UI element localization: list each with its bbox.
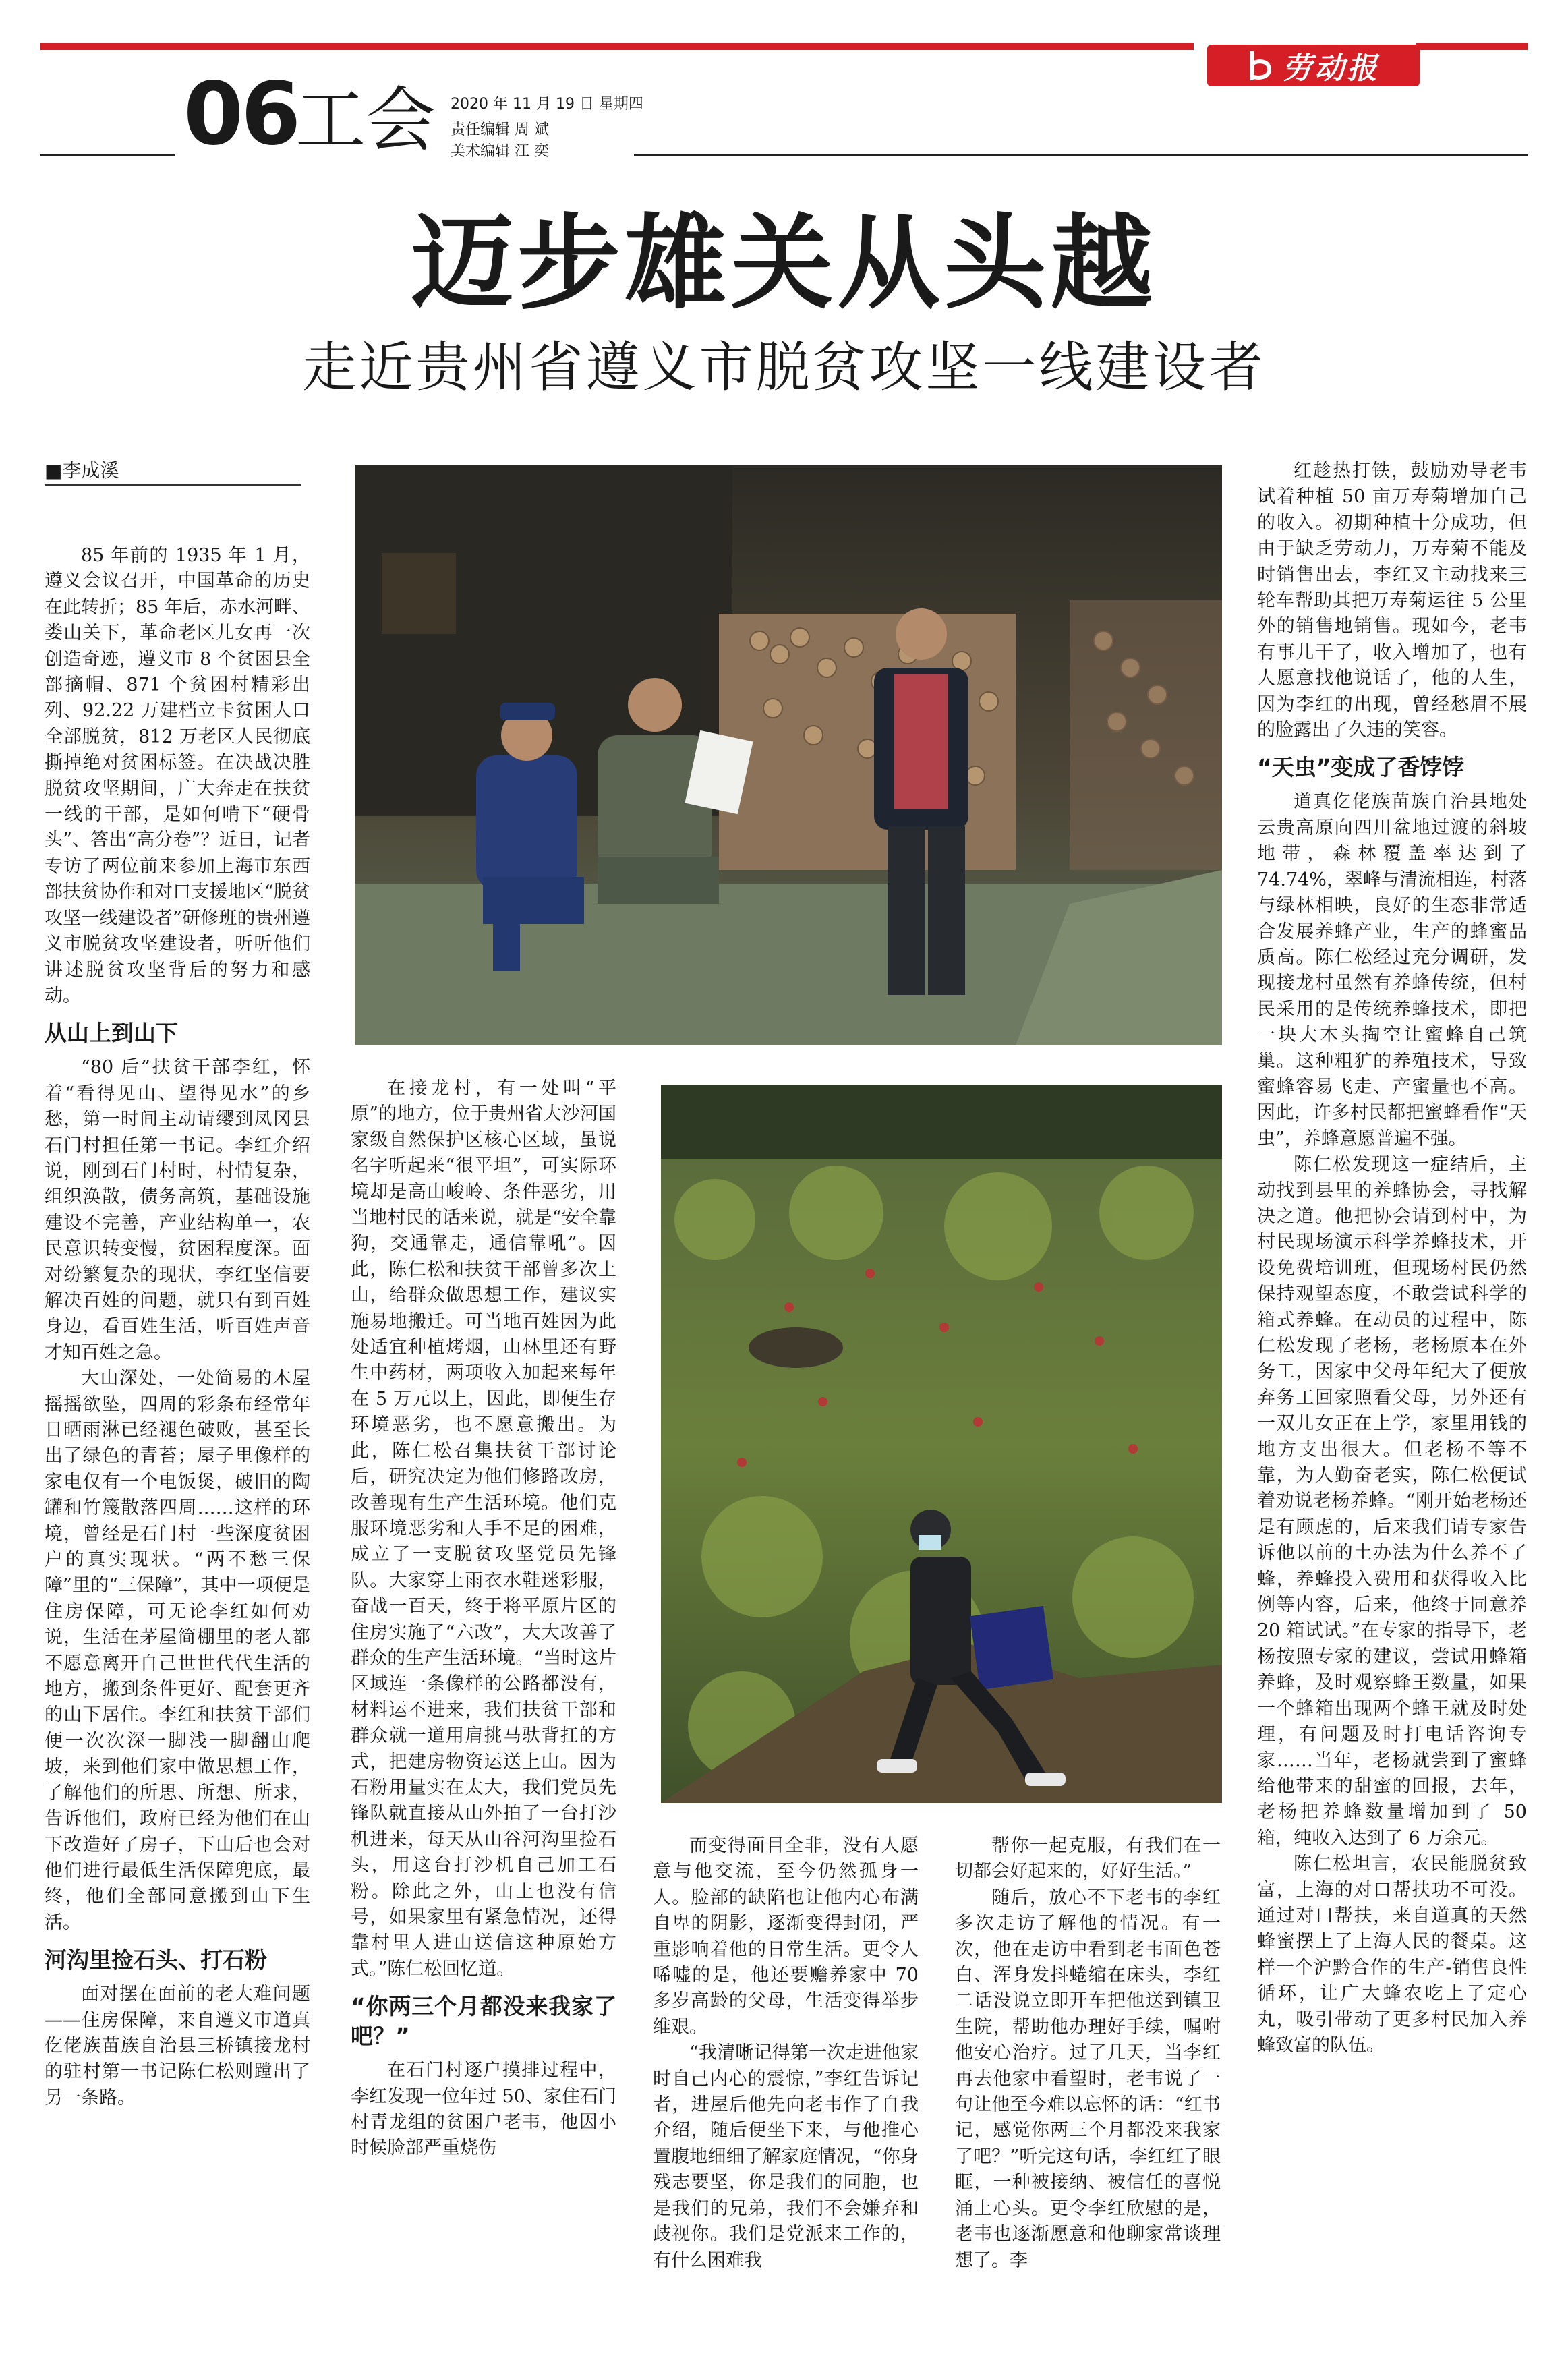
article-paragraph: 大山深处，一处简易的木屋摇摇欲坠，四周的彩条布经常年日晒雨淋已经褪色破败，甚至长出了绿色的青苔；屋子里像样的家电仅有一个电饭煲，破旧的陶罐和竹篾散落四周……这样的环境，曾经是石门村一些深度贫困户的真实现状。“两不愁三保障”里的“三保障”，其中一项便是住房保障，可无论李红如何劝说，生活在茅屋简棚里的老人都不愿意离开自己世世代代生活的地方，搬到条件更好、配套更齐的山下居住。李红和扶贫干部们便一次次深一脚浅一脚翻山爬坡，来到他们家中做思想工作，了解他们的所思、所想、所求，告诉他们，政府已经为他们在山下改造好了房子，下山后也会对他们进行最低生活保障兜底，最终，他们全部同意搬到山下生活。 — [45, 1368, 310, 1933]
art-editor-credit: 美术编辑 江 奕 — [451, 143, 549, 160]
headline-title: 迈步雄关从头越 — [411, 202, 1157, 323]
article-column-5 — [1257, 459, 1527, 2324]
article-paragraph: 在接龙村，有一处叫“平原”的地方，位于贵州省大沙河国家级自然保护区核心区域，虽说名字听起来“很平坦”，可实际环境却是高山峻岭、条件恶劣，用当地村民的话来说，就是“安全靠狗，交通靠走，通信靠吼”。因此，陈仁松和扶贫干部曾多次上山，给群众做思想工作，建议实施易地搬迁。可当地百姓因为此处适宜种植烤烟，山林里还有野生中药材，两项收入加起来每年在 5 万元以上，因此，即便生存环境恶劣，也不愿意搬出。为此，陈仁松召集扶贫干部讨论后，研究决定为他们修路改房，改善现有生产生活环境。他们克服环境恶劣和人手不足的困难，成立了一支脱贫攻坚党员先锋队。大家穿上雨衣水鞋迷彩服，奋战一百天，终于将平原片区的住房实施了“六改”，大大改善了群众的生产生活环境。“当时这片区域连一条像样的公路都没有，材料运不进来，我们扶贫干部和群众就一道用肩挑马驮背扛的方式，把建房物资运送上山。因为石粉用量实在太大，我们党员先锋队就直接从山外拍了一台打沙机进来，每天从山谷河沟里捡石头，用这台打沙机自己加工石粉。除此之外，山上也没有信号，如果家里有紧急情况，还得靠村里人进山送信这种原始方式。”陈仁松回忆道。 — [351, 1078, 616, 1980]
byline: ■李成溪 — [45, 459, 119, 482]
article-paragraph: 道真仡佬族苗族自治县地处云贵高原向四川盆地过渡的斜坡地带，森林覆盖率达到了 74.74%，翠峰与清流相连，村落与绿林相映，良好的生态非常适合发展养蜂产业，生产的蜂蜜品质高。陈仁松经过充分调研，发现接龙村虽然有养蜂传统，但村民采用的是传统养蜂技术，即把一块大木头掏空让蜜蜂自己筑巢。这种粗犷的养殖技术，导致蜜蜂容易飞走、产蜜量也不高。因此，许多村民都把蜜蜂看作“天虫”，养蜂意愿普遍不强。 — [1257, 791, 1527, 1149]
top-rule-right — [1416, 43, 1528, 50]
page-number: 06 — [183, 64, 299, 165]
headline-subtitle: 走近贵州省遵义市脱贫攻坚一线建设者 — [302, 336, 1266, 399]
article-column-4 — [955, 1833, 1221, 2324]
article-paragraph: 随后，放心不下老韦的李红多次走访了解他的情况。有一次，他在走访中看到老韦面色苍白、浑身发抖蜷缩在床头，李红二话没说立即开车把他送到镇卫生院，帮助他办理好手续，嘱咐他安心治疗。过了几天，当李红再去他家中看望时，老韦说了一句让他至今难以忘怀的话：“红书记，感觉你两三个月都没来我家了吧？”听完这句话，李红红了眼眶，一种被接纳、被信任的喜悦涌上心头。更令李红欣慰的是，老韦也逐渐愿意和他聊家常谈理想了。李 — [955, 1887, 1221, 2271]
photo-village-visit-image — [355, 465, 1222, 1045]
masthead-underline-right — [634, 154, 1528, 156]
top-rule — [40, 43, 1194, 50]
section-heading: “你两三个月都没来我家了吧？” — [351, 1993, 616, 2050]
newspaper-logo — [1207, 45, 1420, 86]
article-column-3 — [653, 1833, 919, 2324]
article-paragraph: 面对摆在面前的老大难问题——住房保障，来自遵义市道真仡佬族苗族自治县三桥镇接龙村的驻村第一书记陈仁松则蹚出了另一条路。 — [45, 1984, 310, 2108]
article-paragraph: 而变得面目全非，没有人愿意与他交流，至今仍然孤身一人。脸部的缺陷也让他内心布满自卑的阴影，逐渐变得封闭，严重影响着他的日常生活。更令人唏嘘的是，他还要赡养家中 70 多岁高龄的父母，生活变得举步维艰。 — [653, 1835, 919, 2038]
article-column-1 — [45, 543, 310, 2324]
byline-rule — [45, 484, 301, 486]
masthead-underline — [40, 154, 175, 156]
article-paragraph: 陈仁松发现这一症结后，主动找到县里的养蜂协会，寻找解决之道。他把协会请到村中，为村民现场演示科学养蜂技术，开设免费培训班，但现场村民仍然保持观望态度，不敢尝试科学的箱式养蜂。在动员的过程中，陈仁松发现了老杨，老杨原本在外务工，因家中父母年纪大了便放弃务工回家照看父母，另外还有一双儿女正在上学，家里用钱的地方支出很大。但老杨不等不靠，为人勤奋老实，陈仁松便试着劝说老杨养蜂。“刚开始老杨还是有顾虑的，后来我们请专家告诉他以前的土办法为什么养不了蜂，养蜂投入费用和获得收入比例等内容，后来，他终于同意养 20 箱试试。”在专家的指导下，老杨按照专家的建议，尝试用蜂箱养蜂，及时观察蜂王数量，如果一个蜂箱出现两个蜂王就及时处理，有问题及时打电话咨询专家……当年，老杨就尝到了蜜蜂给他带来的甜蜜的回报，去年，老杨把养蜂数量增加到了 50 箱，纯收入达到了 6 万余元。 — [1257, 1154, 1527, 1849]
editor-credit: 责任编辑 周 斌 — [451, 121, 549, 138]
article-paragraph: “我清晰记得第一次走进他家时自己内心的震惊，”李红告诉记者，进屋后他先向老韦作了自我介绍，随后便坐下来，与他推心置腹地细细了解家庭情况，“你身残志要坚，你是我们的同胞，也是我们的兄弟，我们不会嫌弃和歧视你。我们是党派来工作的，有什么困难我 — [653, 2042, 919, 2271]
photo-village-visit — [355, 465, 1222, 1045]
section-heading: “天虫”变成了香饽饽 — [1257, 754, 1465, 781]
paper-name: 劳动报 — [1282, 51, 1380, 86]
photo-hillside-walk — [661, 1085, 1222, 1803]
article-paragraph: “80 后”扶贫干部李红，怀着“看得见山、望得见水”的乡愁，第一时间主动请缨到凤冈县石门村担任第一书记。李红介绍说，刚到石门村时，村情复杂，组织涣散，债务高筑，基础设施建设不完善，产业结构单一，农民意识转变慢，贫困程度深。面对纷繁复杂的现状，李红坚信要解决百姓的问题，就只有到百姓身边，看百姓生活，听百姓声音才知百姓之急。 — [45, 1057, 310, 1363]
issue-date: 2020 年 11 月 19 日 星期四 — [451, 96, 643, 113]
article-paragraph: 帮你一起克服，有我们在一切都会好起来的，好好生活。” — [955, 1835, 1221, 1883]
photo-hillside-walk-image — [661, 1085, 1222, 1803]
article-column-2 — [351, 1076, 616, 2324]
section-name: 工会 — [295, 79, 436, 161]
section-heading: 河沟里捡石头、打石粉 — [45, 1947, 267, 1974]
logo-mark-icon — [1248, 51, 1273, 80]
article-paragraph: 陈仁松坦言，农民能脱贫致富，上海的对口帮扶功不可没。通过对口帮扶，来自道真的天然蜂蜜摆上了上海人民的餐桌。这样一个沪黔合作的生产-销售良性循环，让广大蜂农吃上了定心丸，吸引带动了更多村民加入养蜂致富的队伍。 — [1257, 1854, 1527, 2056]
article-paragraph: 在石门村逐户摸排过程中，李红发现一位年过 50、家住石门村青龙组的贫困户老韦，他因小时候脸部严重烧伤 — [351, 2060, 616, 2159]
article-paragraph: 红趁热打铁，鼓励劝导老韦试着种植 50 亩万寿菊增加自己的收入。初期种植十分成功，但由于缺乏劳动力，万寿菊不能及时销售出去，李红又主动找来三轮车帮助其把万寿菊运往 5 公里外的销售地销售。现如今，老韦有事儿干了，收入增加了，也有人愿意找他说话了，他的人生，因为李红的出现，曾经愁眉不展的脸露出了久违的笑容。 — [1257, 461, 1527, 741]
article-paragraph: 85 年前的 1935 年 1 月，遵义会议召开，中国革命的历史在此转折；85 年后，赤水河畔、娄山关下，革命老区儿女再一次创造奇迹，遵义市 8 个贫困县全部摘帽、871 个贫困村精彩出列、92.22 万建档立卡贫困人口全部脱贫，812 万老区人民彻底撕掉绝对贫困标签。在决战决胜脱贫攻坚期间，广大奔走在扶贫一线的干部，是如何啃下“硬骨头”、答出“高分卷”？近日，记者专访了两位前来参加上海市东西部扶贫协作和对口支援地区“脱贫攻坚一线建设者”研修班的贵州遵义市脱贫攻坚建设者，听听他们讲述脱贫攻坚背后的努力和感动。 — [45, 545, 310, 1006]
section-heading: 从山上到山下 — [45, 1020, 178, 1047]
